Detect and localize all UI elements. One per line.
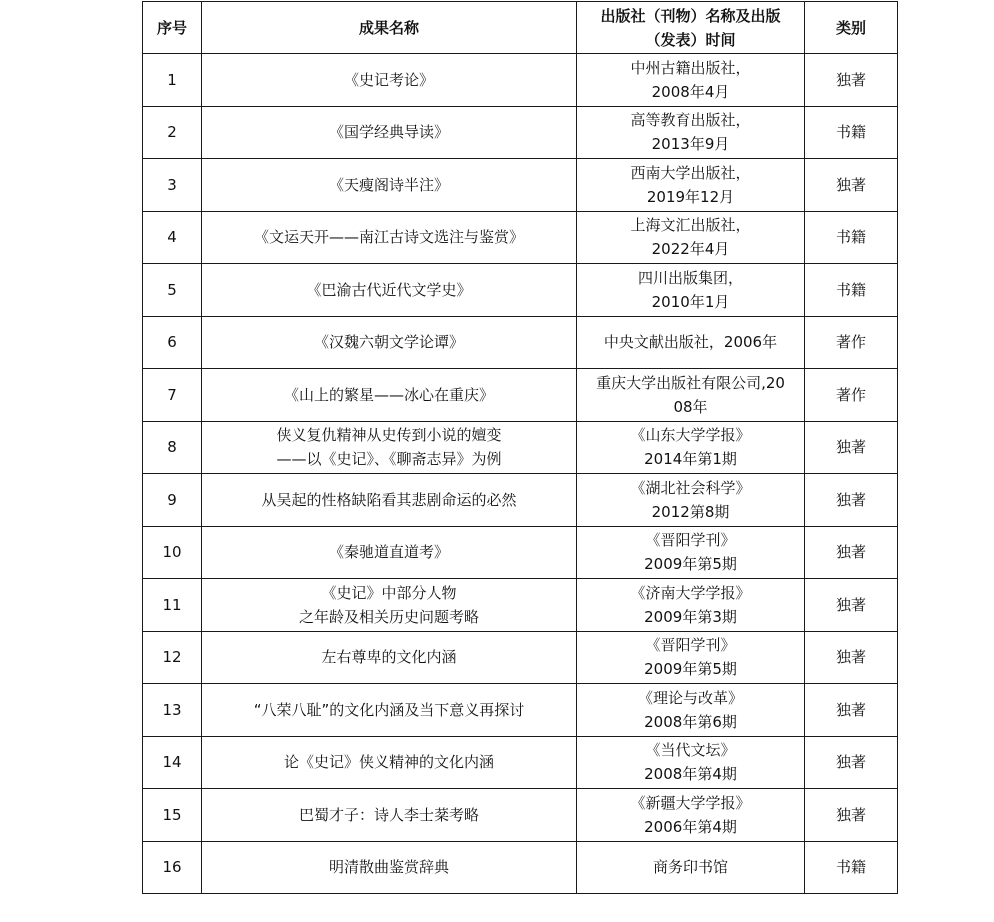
cell-publisher (577, 841, 805, 894)
cell-type: 独著 (805, 474, 898, 527)
cell-title (202, 211, 577, 264)
cell-publisher-line: 《理论与改革》 (637, 688, 743, 707)
cell-title-line: 《国学经典导读》 (328, 123, 449, 142)
cell-title (202, 54, 577, 107)
cell-type: 独著 (805, 421, 898, 474)
cell-title (202, 159, 577, 212)
cell-title (202, 526, 577, 579)
cell-title-line: 从吴起的性格缺陷看其悲剧命运的必然 (261, 490, 517, 509)
cell-publisher (577, 474, 805, 527)
cell-type: 书籍 (805, 264, 898, 317)
cell-type: 独著 (805, 631, 898, 684)
cell-type: 独著 (805, 684, 898, 737)
cell-type: 独著 (805, 159, 898, 212)
cell-publisher (577, 684, 805, 737)
cell-no: 16 (143, 841, 202, 894)
cell-publisher-line: 2006年第4期 (644, 817, 737, 836)
table-row (143, 736, 898, 789)
cell-publisher-line: 《晋阳学刊》 (645, 531, 736, 550)
cell-no: 4 (143, 211, 202, 264)
cell-type: 书籍 (805, 106, 898, 159)
table-row (143, 264, 898, 317)
cell-publisher-line: 2008年4月 (651, 82, 730, 101)
table-row (143, 841, 898, 894)
cell-title-line: ——以《史记》、《聊斋志异》为例 (276, 450, 502, 469)
cell-no: 11 (143, 579, 202, 632)
cell-publisher-line: 《湖北社会科学》 (630, 478, 751, 497)
table-row (143, 369, 898, 422)
cell-no: 12 (143, 631, 202, 684)
cell-publisher-line: 2008年第4期 (644, 765, 737, 784)
cell-title-line: 《文运天开——南江古诗文选注与鉴赏》 (253, 228, 524, 247)
cell-title-line: 《史记考论》 (343, 70, 434, 89)
cell-title (202, 106, 577, 159)
header-publisher-line2: （发表）时间 (645, 30, 736, 49)
cell-publisher-line: 2009年第5期 (644, 660, 737, 679)
cell-title-line: 左右尊卑的文化内涵 (321, 648, 457, 667)
cell-publisher (577, 54, 805, 107)
cell-type: 独著 (805, 526, 898, 579)
cell-publisher (577, 106, 805, 159)
cell-publisher-line: 高等教育出版社， (630, 111, 751, 130)
cell-publisher-line: 四川出版集团， (637, 268, 743, 287)
cell-title (202, 579, 577, 632)
cell-publisher (577, 369, 805, 422)
cell-publisher (577, 316, 805, 369)
cell-type: 独著 (805, 736, 898, 789)
cell-publisher-line: 《济南大学学报》 (630, 583, 751, 602)
cell-publisher (577, 159, 805, 212)
cell-publisher-line: 西南大学出版社， (630, 163, 751, 182)
cell-no: 1 (143, 54, 202, 107)
header-type: 类别 (805, 2, 898, 54)
cell-publisher-line: 2014年第1期 (644, 450, 737, 469)
table-row (143, 421, 898, 474)
cell-publisher-line: 中央文献出版社，2006年 (603, 333, 778, 352)
header-title: 成果名称 (202, 2, 577, 54)
cell-no: 9 (143, 474, 202, 527)
cell-no: 10 (143, 526, 202, 579)
cell-title (202, 631, 577, 684)
table-row (143, 316, 898, 369)
cell-publisher (577, 264, 805, 317)
cell-publisher (577, 631, 805, 684)
cell-publisher-line: 08年 (673, 397, 708, 416)
cell-publisher-line: 2009年第5期 (644, 555, 737, 574)
cell-title (202, 316, 577, 369)
cell-type: 书籍 (805, 841, 898, 894)
cell-title-line: 论《史记》侠义精神的文化内涵 (283, 753, 494, 772)
cell-no: 3 (143, 159, 202, 212)
table-row (143, 684, 898, 737)
cell-no: 5 (143, 264, 202, 317)
cell-publisher-line: 《晋阳学刊》 (645, 636, 736, 655)
cell-no: 7 (143, 369, 202, 422)
cell-title (202, 789, 577, 842)
table-row (143, 106, 898, 159)
cell-type: 独著 (805, 54, 898, 107)
cell-publisher-line: 重庆大学出版社有限公司,20 (596, 373, 785, 392)
table-row (143, 789, 898, 842)
cell-title (202, 736, 577, 789)
cell-no: 2 (143, 106, 202, 159)
cell-no: 8 (143, 421, 202, 474)
cell-publisher-line: 2009年第3期 (644, 607, 737, 626)
achievements-table (142, 1, 898, 894)
table-row (143, 159, 898, 212)
cell-title (202, 841, 577, 894)
cell-type: 独著 (805, 579, 898, 632)
cell-type: 著作 (805, 369, 898, 422)
header-publisher (577, 2, 805, 54)
cell-no: 13 (143, 684, 202, 737)
cell-no: 6 (143, 316, 202, 369)
cell-title (202, 264, 577, 317)
cell-type: 书籍 (805, 211, 898, 264)
cell-title-line: “八荣八耻”的文化内涵及当下意义再探讨 (253, 700, 525, 719)
cell-title-line: 侠义复仇精神从史传到小说的嬗变 (276, 426, 502, 445)
cell-title-line: 之年龄及相关历史问题考略 (298, 607, 479, 626)
cell-publisher-line: 上海文汇出版社， (630, 216, 751, 235)
cell-title (202, 684, 577, 737)
cell-publisher-line: 2013年9月 (651, 135, 730, 154)
cell-publisher-line: 2019年12月 (646, 187, 735, 206)
cell-publisher-line: 2022年4月 (651, 240, 730, 259)
cell-publisher-line: 中州古籍出版社， (630, 58, 751, 77)
cell-title-line: 《巴渝古代近代文学史》 (306, 280, 472, 299)
cell-publisher (577, 789, 805, 842)
cell-title-line: 《天瘦阁诗半注》 (328, 175, 449, 194)
cell-type: 独著 (805, 789, 898, 842)
table-row (143, 631, 898, 684)
cell-title-line: 《史记》中部分人物 (321, 583, 457, 602)
cell-publisher-line: 《新疆大学学报》 (630, 793, 751, 812)
table-row (143, 579, 898, 632)
cell-title-line: 《秦驰道直道考》 (328, 543, 449, 562)
cell-publisher-line: 2010年1月 (651, 292, 730, 311)
achievements-table-container (142, 1, 897, 894)
cell-no: 14 (143, 736, 202, 789)
cell-publisher-line: 2012第8期 (651, 502, 730, 521)
cell-publisher (577, 526, 805, 579)
cell-title (202, 474, 577, 527)
cell-type: 著作 (805, 316, 898, 369)
cell-publisher-line: 2008年第6期 (644, 712, 737, 731)
cell-title-line: 明清散曲鉴赏辞典 (328, 858, 449, 877)
table-row (143, 54, 898, 107)
cell-publisher-line: 《当代文坛》 (645, 741, 736, 760)
table-row (143, 526, 898, 579)
cell-title-line: 《汉魏六朝文学论谭》 (313, 333, 464, 352)
header-publisher-line1: 出版社（刊物）名称及出版 (600, 6, 781, 25)
cell-publisher (577, 579, 805, 632)
cell-publisher-line: 《山东大学学报》 (630, 426, 751, 445)
header-no: 序号 (143, 2, 202, 54)
cell-title (202, 369, 577, 422)
cell-no: 15 (143, 789, 202, 842)
cell-publisher (577, 421, 805, 474)
cell-publisher-line: 商务印书馆 (652, 858, 728, 877)
cell-title-line: 巴蜀才子：诗人李士棻考略 (298, 805, 479, 824)
table-header-row (143, 2, 898, 54)
table-row (143, 474, 898, 527)
cell-publisher (577, 736, 805, 789)
cell-title-line: 《山上的繁星——冰心在重庆》 (283, 385, 494, 404)
cell-publisher (577, 211, 805, 264)
table-row (143, 211, 898, 264)
cell-title (202, 421, 577, 474)
